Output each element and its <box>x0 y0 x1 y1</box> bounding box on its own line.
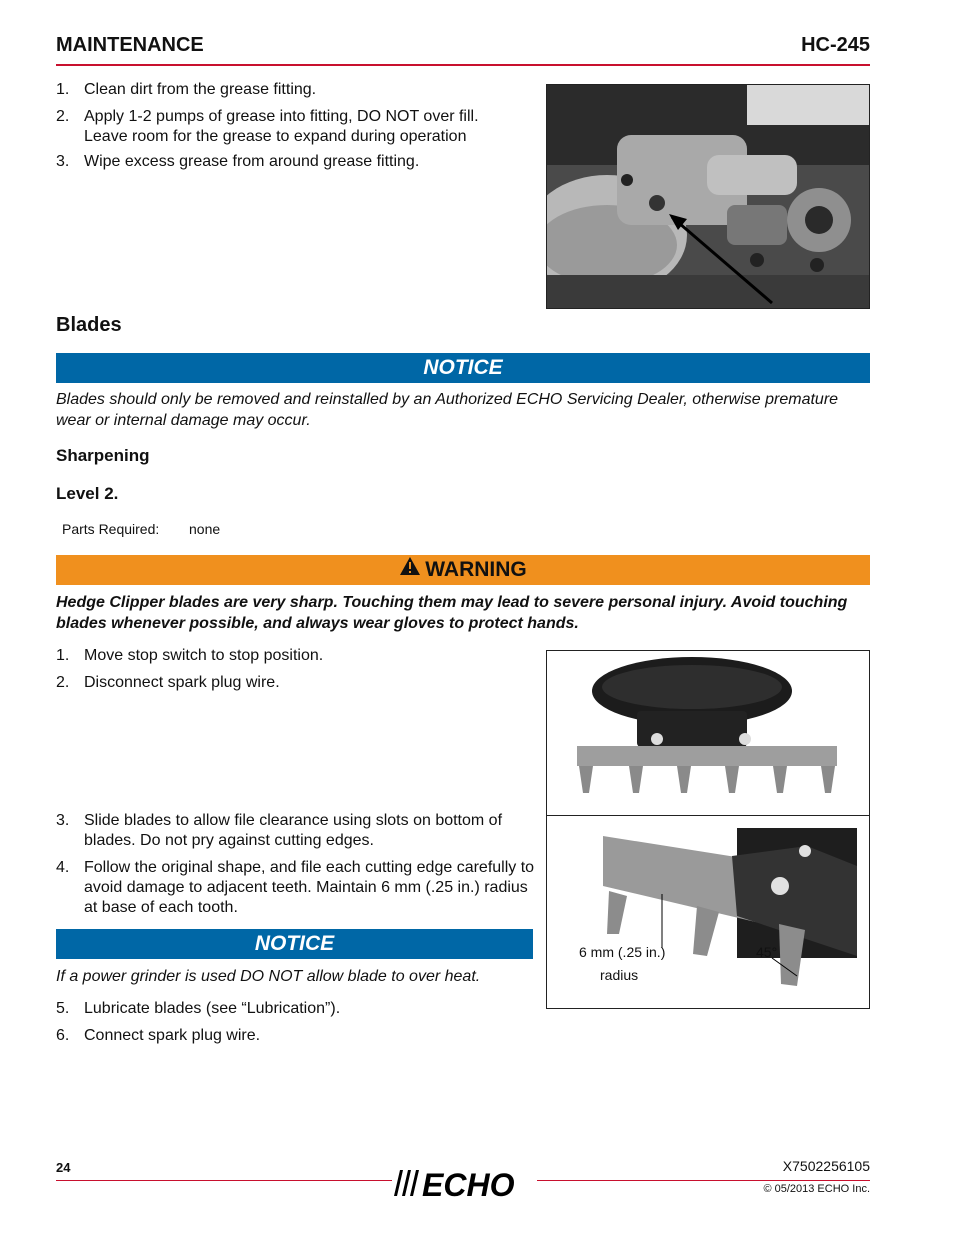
list-item: 2. Apply 1-2 pumps of grease into fitting, DO NOT over fill. Leave room for the grease to expand during operation <box>56 108 479 145</box>
list-item: 3. Wipe excess grease from around grease fitting. <box>56 153 420 170</box>
parts-required-label: Parts Required: <box>62 521 160 537</box>
model-number: HC-245 <box>801 34 870 56</box>
list-item: 4. Follow the original shape, and file each cutting edge carefully to avoid damage to adjacent teeth. Maintain 6 mm (.25 in.) radius at base of each tooth. <box>56 859 535 916</box>
list-item: 6. Connect spark plug wire. <box>56 1027 261 1044</box>
radius-label-2: radius <box>600 967 639 983</box>
level-heading: Level 2. <box>56 484 119 503</box>
list-item: 5. Lubricate blades (see “Lubrication”). <box>56 1000 341 1017</box>
section-title: MAINTENANCE <box>56 34 204 56</box>
list-item: 1. Clean dirt from the grease fitting. <box>56 81 317 98</box>
list-item: 3. Slide blades to allow file clearance using slots on bottom of blades. Do not pry against cutting edges. <box>56 812 503 849</box>
notice-banner-2: NOTICE <box>56 929 533 959</box>
angle-label: 45° <box>756 944 778 960</box>
list-item: 1. Move stop switch to stop position. <box>56 647 324 664</box>
part-number: X7502256105 <box>782 1158 870 1174</box>
notice-banner: NOTICE <box>56 353 870 383</box>
svg-text:ECHO: ECHO <box>422 1167 515 1200</box>
blade-teeth-photo <box>546 815 870 1009</box>
warning-triangle-icon <box>399 555 421 585</box>
warning-label: WARNING <box>425 558 527 581</box>
echo-logo <box>392 1166 537 1200</box>
notice-text-2: If a power grinder is used DO NOT allow blade to over heat. <box>56 968 481 985</box>
parts-required-value: none <box>189 521 221 537</box>
list-item: 2. Disconnect spark plug wire. <box>56 674 280 691</box>
header-rule <box>56 64 870 66</box>
sharpening-heading: Sharpening <box>56 446 150 465</box>
copyright: © 05/2013 ECHO Inc. <box>763 1183 870 1195</box>
grease-fitting-photo <box>546 84 870 309</box>
warning-text: Hedge Clipper blades are very sharp. Touching them may lead to severe personal injury. Avoid touching blades whenever possible, and always wear gloves to protect hands. <box>56 594 848 632</box>
notice-text: Blades should only be removed and reinstalled by an Authorized ECHO Servicing Dealer, otherwise premature wear or internal damage may occur. <box>56 391 839 429</box>
blade-slots-photo <box>546 650 870 816</box>
page-number: 24 <box>56 1160 71 1175</box>
blades-heading: Blades <box>56 314 122 336</box>
warning-banner <box>56 555 870 585</box>
radius-label: 6 mm (.25 in.) <box>579 944 666 960</box>
